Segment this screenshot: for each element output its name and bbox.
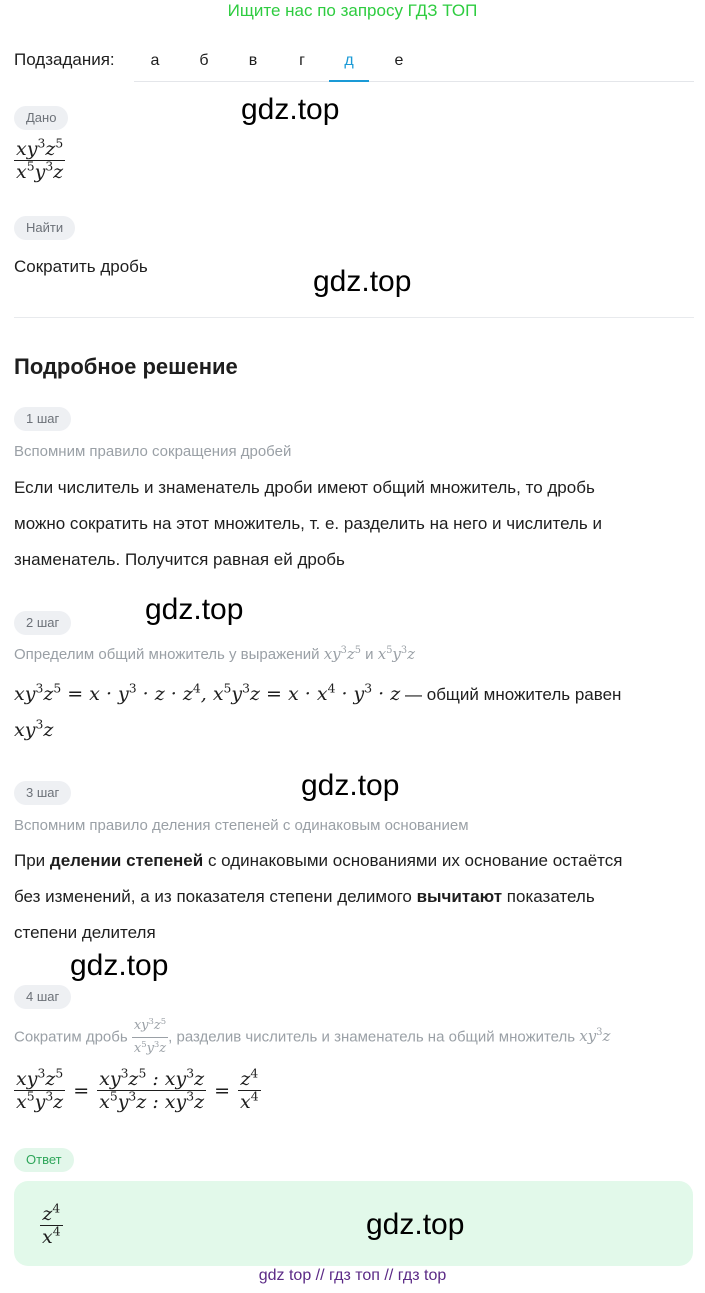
step-4-chip: 4 шаг	[14, 985, 71, 1009]
given-chip: Дано	[14, 106, 68, 130]
step-3-text: без изменений, а из показателя степени делимого	[14, 887, 417, 906]
step-2-hint-and: и	[365, 646, 374, 663]
step-3-text: При	[14, 851, 50, 870]
step-2-conclusion: — общий множитель равен	[405, 685, 622, 704]
tab-b[interactable]: б	[199, 52, 209, 69]
step-1-hint: Вспомним правило сокращения дробей	[14, 443, 292, 460]
watermark: gdz.top	[366, 1208, 465, 1241]
step-1-chip: 1 шаг	[14, 407, 71, 431]
step-2-equation: $xy^3z^5 = x \cdot y^3 \cdot z \cdot z^4$, $x^5y^3z = x \cdot x^4 \cdot y^3 \cdot z$	[14, 681, 401, 705]
subtasks-bar	[14, 44, 694, 82]
step-2-hint-expr-1: $xy^3z^5$	[323, 645, 361, 663]
tab-g[interactable]: г	[299, 52, 305, 69]
step-3-line-1	[14, 843, 694, 879]
step-1-line-2: можно сократить на этот множитель, т. е. разделить на него и числитель и	[14, 514, 602, 533]
answer-box	[14, 1181, 693, 1266]
section-divider	[14, 317, 694, 318]
step-1-line-1: Если числитель и знаменатель дроби имеют общий множитель, то дробь	[14, 478, 595, 497]
footer-separator: //	[384, 1267, 394, 1284]
step-1-line-3: знаменатель. Получится равная ей дробь	[14, 550, 345, 569]
solution-title: Подробное решение	[14, 354, 238, 379]
tab-e[interactable]: е	[394, 52, 404, 69]
step-3-text: показатель	[502, 887, 595, 906]
step-3-chip: 3 шаг	[14, 781, 71, 805]
step-2-hint-prefix: Определим общий множитель у выражений	[14, 646, 320, 663]
step-2-hint-expr-2: $x^5y^3z$	[377, 645, 416, 663]
tab-v[interactable]: в	[248, 52, 258, 69]
footer-link-1[interactable]: gdz top	[258, 1267, 312, 1284]
step-4-equation: $\frac{xy^3z^5}{x^5y^3z}$ = $\frac{xy^3z^5 : xy^3z}{x^5y^3z : xy^3z}$ = $\frac{z^4}{x^4}$	[16, 1066, 259, 1113]
step-4-hint-fraction: $\frac{xy^3z^5}{x^5y^3z}$	[132, 1015, 168, 1060]
step-3-bold-term: делении степеней	[49, 851, 204, 870]
step-4-hint-factor: $xy^3z$	[579, 1027, 611, 1046]
step-2-common-factor: $xy^3z$	[14, 717, 54, 741]
find-chip: Найти	[14, 216, 75, 240]
footer-separator: //	[315, 1267, 325, 1284]
step-3-bold-term: вычитают	[416, 887, 503, 906]
step-4-hint	[14, 1015, 610, 1060]
footer-link-2[interactable]: гдз топ	[329, 1267, 380, 1284]
step-2-chip: 2 шаг	[14, 611, 71, 635]
find-text: Сократить дробь	[14, 257, 148, 276]
step-4-hint-prefix: Сократим дробь	[14, 1028, 128, 1046]
footer-link-3[interactable]: гдз top	[397, 1267, 447, 1284]
answer-chip: Ответ	[14, 1148, 74, 1172]
watermark: gdz.top	[313, 265, 412, 298]
watermark: gdz.top	[70, 949, 169, 982]
step-2-common-factor-line	[14, 712, 694, 749]
step-4-hint-suffix: , разделив числитель и знаменатель на общий множитель	[168, 1028, 576, 1046]
watermark: gdz.top	[301, 769, 400, 802]
step-3-hint: Вспомним правило деления степеней с одинаковым основанием	[14, 817, 469, 834]
step-3-text: с одинаковыми основаниями их основание остаётся	[203, 851, 623, 870]
footer-links	[0, 1267, 705, 1285]
step-2-hint	[14, 645, 415, 663]
tab-a[interactable]: а	[150, 52, 160, 69]
subtasks-label: Подзадания:	[14, 50, 115, 69]
given-fraction: $\frac{xy^3z^5}{x^5y^3z}$	[16, 136, 64, 183]
step-3-line-2	[14, 879, 694, 915]
watermark: gdz.top	[241, 93, 340, 126]
answer-fraction: $\frac{z^4}{x^4}$	[42, 1201, 61, 1248]
tab-d[interactable]: д	[329, 44, 369, 82]
watermark: gdz.top	[145, 593, 244, 626]
step-3-line-3: степени делителя	[14, 923, 156, 942]
search-banner: Ищите нас по запросу ГДЗ ТОП	[227, 1, 478, 20]
step-2-equation-line	[14, 676, 694, 713]
